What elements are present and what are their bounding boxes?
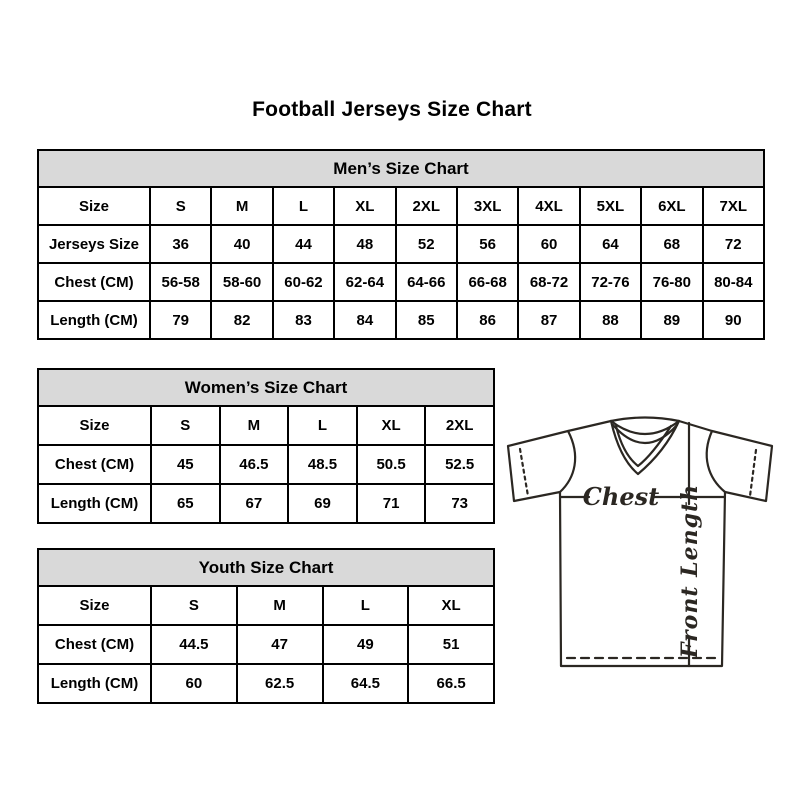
data-cell: S [150, 187, 211, 225]
data-cell: 52.5 [425, 445, 494, 484]
page-title: Football Jerseys Size Chart [252, 98, 532, 121]
data-cell: 3XL [457, 187, 518, 225]
table-row [38, 664, 494, 703]
data-cell: 86 [457, 301, 518, 339]
data-cell: 44.5 [151, 625, 237, 664]
data-cell: 62.5 [237, 664, 323, 703]
table-row [38, 586, 494, 625]
row-label-cell: Length (CM) [38, 484, 151, 523]
data-cell: M [220, 406, 289, 445]
row-label-cell: Chest (CM) [38, 263, 150, 301]
data-cell: M [237, 586, 323, 625]
data-cell: 7XL [703, 187, 764, 225]
data-cell: XL [408, 586, 494, 625]
data-cell: XL [357, 406, 426, 445]
data-cell: S [151, 406, 220, 445]
data-cell: 66-68 [457, 263, 518, 301]
data-cell: 58-60 [211, 263, 272, 301]
jersey-measurement-diagram [505, 400, 775, 670]
data-cell: 45 [151, 445, 220, 484]
table-row [38, 484, 494, 523]
data-cell: 66.5 [408, 664, 494, 703]
data-cell: 87 [518, 301, 579, 339]
row-label-cell: Chest (CM) [38, 445, 151, 484]
data-cell: 69 [288, 484, 357, 523]
row-label-cell: Size [38, 406, 151, 445]
data-cell: 48 [334, 225, 395, 263]
chest-label: Chest [582, 482, 660, 511]
data-cell: 83 [273, 301, 334, 339]
data-cell: 56 [457, 225, 518, 263]
table-row [38, 406, 494, 445]
data-cell: 68-72 [518, 263, 579, 301]
data-cell: S [151, 586, 237, 625]
table-title-row [38, 369, 494, 406]
youth-size-table [37, 548, 495, 704]
table-row [38, 301, 764, 339]
data-cell: 2XL [396, 187, 457, 225]
data-cell: 73 [425, 484, 494, 523]
front-length-label: Front Length [677, 483, 703, 659]
data-cell: 85 [396, 301, 457, 339]
row-label-cell: Chest (CM) [38, 625, 151, 664]
table-row [38, 187, 764, 225]
data-cell: L [323, 586, 409, 625]
data-cell: 80-84 [703, 263, 764, 301]
table-title-row [38, 549, 494, 586]
data-cell: 60 [151, 664, 237, 703]
row-label-cell: Jerseys Size [38, 225, 150, 263]
data-cell: 88 [580, 301, 641, 339]
data-cell: 60 [518, 225, 579, 263]
womens-size-table [37, 368, 495, 524]
data-cell: 64.5 [323, 664, 409, 703]
data-cell: 71 [357, 484, 426, 523]
table-title-cell: Men’s Size Chart [38, 150, 764, 187]
table-title-cell: Women’s Size Chart [38, 369, 494, 406]
data-cell: 50.5 [357, 445, 426, 484]
vneck-inner-path [616, 426, 671, 466]
data-cell: 40 [211, 225, 272, 263]
data-cell: 72-76 [580, 263, 641, 301]
data-cell: 49 [323, 625, 409, 664]
table-title-cell: Youth Size Chart [38, 549, 494, 586]
data-cell: L [288, 406, 357, 445]
data-cell: 44 [273, 225, 334, 263]
data-cell: 65 [151, 484, 220, 523]
right-armhole-seam-path [707, 431, 725, 492]
table-row [38, 445, 494, 484]
row-label-cell: Length (CM) [38, 301, 150, 339]
data-cell: 2XL [425, 406, 494, 445]
data-cell: 72 [703, 225, 764, 263]
mens-size-table [37, 149, 765, 340]
data-cell: 79 [150, 301, 211, 339]
collar-top-path [611, 418, 679, 422]
data-cell: 46.5 [220, 445, 289, 484]
table-row [38, 625, 494, 664]
data-cell: 64 [580, 225, 641, 263]
table-row [38, 263, 764, 301]
data-cell: 47 [237, 625, 323, 664]
left-armhole-seam-path [560, 431, 575, 492]
data-cell: 51 [408, 625, 494, 664]
data-cell: 84 [334, 301, 395, 339]
right-cuff-dashed-line [750, 450, 756, 496]
data-cell: 89 [641, 301, 702, 339]
table-title-row [38, 150, 764, 187]
data-cell: 56-58 [150, 263, 211, 301]
data-cell: 36 [150, 225, 211, 263]
data-cell: 76-80 [641, 263, 702, 301]
data-cell: L [273, 187, 334, 225]
data-cell: 62-64 [334, 263, 395, 301]
data-cell: 68 [641, 225, 702, 263]
row-label-cell: Size [38, 187, 150, 225]
data-cell: 4XL [518, 187, 579, 225]
data-cell: 90 [703, 301, 764, 339]
data-cell: M [211, 187, 272, 225]
data-cell: 52 [396, 225, 457, 263]
jersey-outline-path [508, 421, 772, 666]
data-cell: 60-62 [273, 263, 334, 301]
table-row [38, 225, 764, 263]
data-cell: 67 [220, 484, 289, 523]
data-cell: 82 [211, 301, 272, 339]
row-label-cell: Size [38, 586, 151, 625]
data-cell: 5XL [580, 187, 641, 225]
row-label-cell: Length (CM) [38, 664, 151, 703]
left-cuff-dashed-line [520, 449, 528, 496]
data-cell: 6XL [641, 187, 702, 225]
data-cell: 64-66 [396, 263, 457, 301]
data-cell: 48.5 [288, 445, 357, 484]
data-cell: XL [334, 187, 395, 225]
